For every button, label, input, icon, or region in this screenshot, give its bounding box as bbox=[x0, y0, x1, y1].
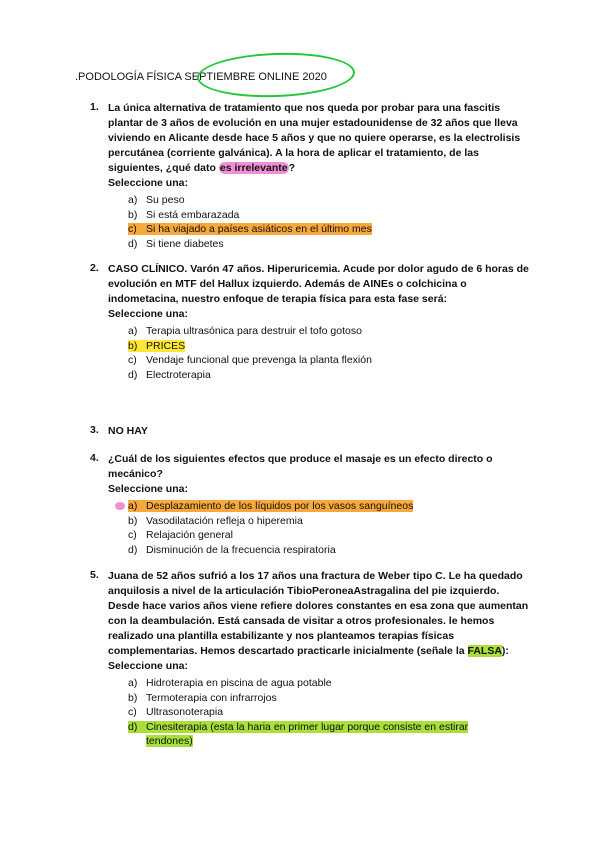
question-2 bbox=[92, 262, 532, 382]
question-number: 4. bbox=[90, 452, 99, 464]
question-5 bbox=[92, 569, 532, 749]
option-c[interactable]: c) Ultrasonoterapia bbox=[128, 706, 224, 719]
green-circle-annotation bbox=[196, 50, 355, 99]
pink-marker bbox=[115, 502, 125, 510]
question-text: NO HAY bbox=[108, 425, 148, 437]
select-label: Seleccione una: bbox=[108, 483, 188, 495]
option-c[interactable]: c) Relajación general bbox=[128, 529, 233, 542]
option-d[interactable] bbox=[128, 720, 486, 749]
question-text: CASO CLÍNICO. Varón 47 años. Hiperuricemia. Acude por dolor agudo de 6 horas de evolución en MTF del Hallux izquierdo. Además de AINEs o colchicina o indometacina, nuestro enfoque de terapia física para esta fase será: bbox=[108, 263, 529, 305]
option-a[interactable] bbox=[128, 499, 532, 514]
question-number: 1. bbox=[90, 101, 99, 113]
select-label: Seleccione una: bbox=[108, 308, 188, 320]
option-d[interactable]: d) Si tiene diabetes bbox=[128, 237, 224, 250]
highlighted-text: es irrelevante bbox=[219, 162, 288, 174]
question-1 bbox=[92, 101, 532, 251]
option-d[interactable]: d) Electroterapia bbox=[128, 368, 211, 381]
option-b[interactable]: b) Vasodilatación refleja o hiperemia bbox=[128, 514, 303, 527]
option-b[interactable]: b) Si está embarazada bbox=[128, 208, 240, 221]
option-a[interactable]: a) Hidroterapia en piscina de agua potable bbox=[128, 677, 332, 689]
question-number: 3. bbox=[90, 424, 99, 436]
question-4 bbox=[92, 452, 532, 557]
option-c[interactable] bbox=[128, 222, 532, 237]
option-c[interactable]: c) Vendaje funcional que prevenga la planta flexión bbox=[128, 354, 372, 367]
option-a[interactable]: a) Terapia ultrasónica para destruir el tofo gotoso bbox=[128, 325, 362, 337]
highlighted-answer: c) Si ha viajado a países asiáticos en el último mes bbox=[128, 223, 372, 236]
select-label: Seleccione una: bbox=[108, 660, 188, 672]
highlighted-answer: a) Desplazamiento de los líquidos por los vasos sanguíneos bbox=[128, 500, 414, 512]
question-text: La única alternativa de tratamiento que nos queda por probar para una fascitis plantar de 3 años de evolución en una mujer estadounidense de 32 años que lleva viviendo en Alicante desde hace 5 años y que no quiere operarse, es la electrolisis percutánea (corriente galvánica). A la hora de aplicar el tratamiento, de las siguientes, ¿qué dato es irrelevante? bbox=[108, 102, 521, 174]
question-number: 5. bbox=[90, 569, 99, 581]
option-d[interactable]: d) Disminución de la frecuencia respiratoria bbox=[128, 543, 336, 556]
highlighted-answer: b) PRICES bbox=[128, 339, 186, 352]
question-text: ¿Cuál de los siguientes efectos que produce el masaje es un efecto directo o mecánico? bbox=[108, 453, 493, 480]
question-number: 2. bbox=[90, 262, 99, 274]
select-label: Seleccione una: bbox=[108, 177, 188, 189]
option-a[interactable]: a) Su peso bbox=[128, 194, 185, 206]
highlighted-text: FALSA bbox=[467, 645, 502, 657]
option-b[interactable] bbox=[128, 339, 532, 354]
highlighted-answer: d) Cinesiterapia (esta la haria en primer lugar porque consiste en estirar tendones) bbox=[128, 720, 469, 748]
question-3 bbox=[92, 424, 532, 439]
page-title: .PODOLOGÍA FÍSICA SEPTIEMBRE ONLINE 2020 bbox=[75, 71, 327, 83]
question-text: Juana de 52 años sufrió a los 17 años una fractura de Weber tipo C. Le ha quedado anquilosis a nivel de la articulación TibioPeroneaAstragalina del pie izquierdo. Desde hace varios años viene refiere dolores constantes en esa zona que aumentan con la deambulación. Está cansada de visitar a otros profesionales. le hemos realizado una plantilla estabilizante y nos planteamos terapias físicas complementarias. Hemos descartado practicarle inicialmente (señale la FALSA): bbox=[108, 570, 529, 657]
option-b[interactable]: b) Termoterapia con infrarrojos bbox=[128, 691, 277, 704]
